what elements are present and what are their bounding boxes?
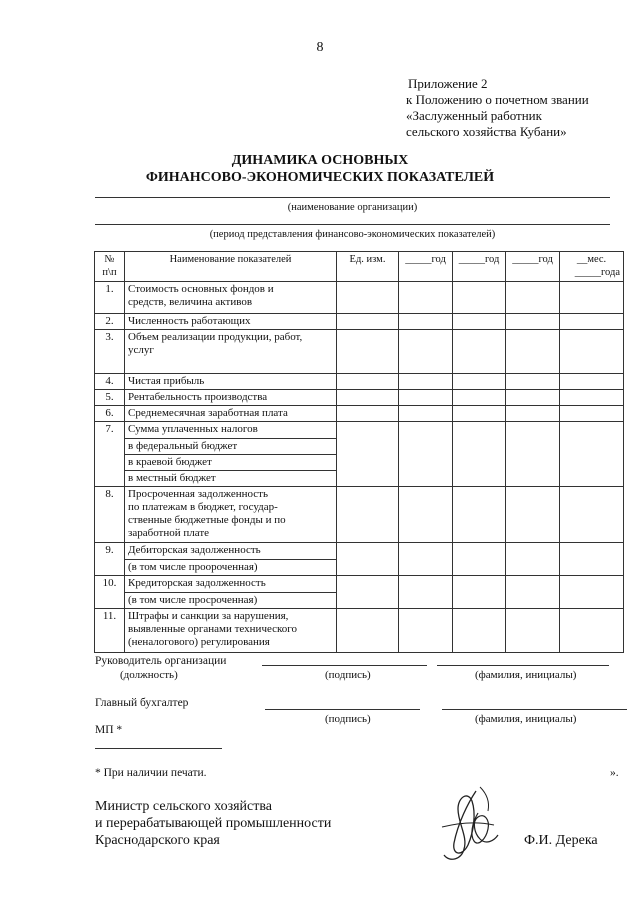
year-1-cell [399,374,453,390]
indicator-subline: в федеральный бюджет [125,439,336,455]
appendix-line-4: сельского хозяйства Кубани» [406,124,567,139]
year-2-cell [453,543,506,576]
head-signature-caption: (подпись) [325,669,371,681]
header-months-line-1: __мес. [576,254,607,265]
year-2-cell [453,609,506,653]
head-label: Руководитель организации [95,655,227,667]
minister-name: Ф.И. Дерека [524,833,598,848]
indicator-name [125,543,337,576]
accountant-label: Главный бухгалтер [95,697,189,709]
footnote: * При наличии печати. [95,767,207,779]
unit-cell [337,330,399,374]
header-unit: Ед. изм. [337,252,399,282]
unit-cell [337,576,399,609]
year-3-cell [506,487,560,543]
indicator-line: услуг [128,344,154,356]
year-3-cell [506,390,560,406]
handwritten-signature [428,783,524,869]
indicator-line: ственные бюджетные фонды и по [128,514,286,526]
months-cell [560,374,624,390]
indicator-subline: Сумма уплаченных налогов [125,422,336,439]
indicator-subline: в местный бюджет [128,472,216,484]
indicator-line: Просроченная задолженность [128,488,268,500]
head-position-caption: (должность) [120,669,178,681]
indicator-name [125,609,337,653]
months-cell [560,543,624,576]
indicator-name [125,487,337,543]
indicator-name [125,330,337,374]
indicator-line: Численность работающих [128,315,251,327]
indicator-line: Рентабельность производства [128,391,268,403]
indicator-name [125,390,337,406]
org-caption: (наименование организации) [287,202,418,213]
year-3-cell [506,406,560,422]
indicator-name [125,282,337,314]
year-1-cell [399,406,453,422]
header-year-3: _____год [506,252,560,282]
year-2-cell [453,487,506,543]
accountant-signature-caption: (подпись) [325,713,371,725]
indicator-line: Среднемесячная заработная плата [128,407,288,419]
row-number: 4. [95,374,125,390]
indicator-subline: (в том числе просроченная) [128,594,258,606]
indicator-line: Штрафы и санкции за нарушения, [128,610,289,622]
appendix-line-3: «Заслуженный работник [406,108,542,123]
year-1-cell [399,422,453,487]
page-number: 8 [316,40,324,55]
indicator-name [125,422,337,487]
year-3-cell [506,282,560,314]
org-name-line [95,197,610,198]
year-1-cell [399,390,453,406]
months-cell [560,576,624,609]
year-1-cell [399,543,453,576]
year-1-cell [399,330,453,374]
table-row [95,374,624,390]
months-cell [560,487,624,543]
year-1-cell [399,609,453,653]
header-months [560,252,624,282]
indicator-line: Объем реализации продукции, работ, [128,331,303,343]
indicator-subline: Дебиторская задолженность [125,543,336,560]
year-1-cell [399,576,453,609]
months-cell [560,609,624,653]
year-1-cell [399,314,453,330]
unit-cell [337,487,399,543]
indicator-line: (неналогового) регулирования [128,636,270,648]
row-number: 10. [95,576,125,609]
indicator-subline: в краевой бюджет [125,455,336,471]
unit-cell [337,406,399,422]
appendix-note [406,76,636,140]
months-cell [560,282,624,314]
header-year-1: _____год [399,252,453,282]
indicator-line: заработной плате [128,527,210,539]
year-3-cell [506,576,560,609]
indicator-line: по платежам в бюджет, государ- [128,501,278,513]
unit-cell [337,422,399,487]
row-number: 6. [95,406,125,422]
row-number: 2. [95,314,125,330]
row-number: 3. [95,330,125,374]
title-line-1: ДИНАМИКА ОСНОВНЫХ [231,153,409,168]
row-number: 9. [95,543,125,576]
header-num-line-2: п\п [102,267,117,278]
months-cell [560,406,624,422]
year-2-cell [453,422,506,487]
row-number: 8. [95,487,125,543]
indicator-subline: (в том числе проороченная) [128,561,258,573]
table-header-row [95,252,624,282]
footnote-separator [95,748,222,749]
table-row [95,314,624,330]
year-2-cell [453,374,506,390]
row-number: 7. [95,422,125,487]
indicator-subline: Кредиторская задолженность [125,576,336,593]
table-row [95,330,624,374]
year-1-cell [399,282,453,314]
header-num [95,252,125,282]
year-2-cell [453,576,506,609]
stamp-label: МП * [95,724,123,736]
header-num-line-1: № [104,254,115,265]
indicator-name [125,406,337,422]
indicator-name [125,576,337,609]
period-line [95,224,610,225]
appendix-line-2: к Положению о почетном звании [406,92,589,107]
table-row [95,576,624,609]
year-2-cell [453,330,506,374]
unit-cell [337,282,399,314]
table-row [95,543,624,576]
year-3-cell [506,330,560,374]
indicator-line: Стоимость основных фондов и [128,283,274,295]
year-3-cell [506,609,560,653]
accountant-signature-line [265,709,420,710]
header-year-2: _____год [453,252,506,282]
unit-cell [337,374,399,390]
header-name: Наименование показателей [125,252,337,282]
year-2-cell [453,282,506,314]
table-row [95,282,624,314]
table-row [95,390,624,406]
minister-block [95,798,331,849]
year-2-cell [453,406,506,422]
row-number: 11. [95,609,125,653]
indicator-name [125,314,337,330]
months-cell [560,330,624,374]
accountant-name-caption: (фамилия, инициалы) [475,713,577,725]
year-2-cell [453,314,506,330]
table-row [95,487,624,543]
head-name-line [437,665,609,666]
year-3-cell [506,314,560,330]
year-2-cell [453,390,506,406]
head-name-caption: (фамилия, инициалы) [475,669,577,681]
year-1-cell [399,487,453,543]
closing-quote: ». [610,767,619,779]
unit-cell [337,609,399,653]
row-number: 1. [95,282,125,314]
indicator-line: выявленные органами технического [128,623,298,635]
accountant-name-line [442,709,627,710]
months-cell [560,422,624,487]
table-row [95,609,624,653]
unit-cell [337,314,399,330]
minister-line-3: Краснодарского края [95,833,220,848]
unit-cell [337,543,399,576]
table-body [95,282,624,653]
unit-cell [337,390,399,406]
minister-line-2: и перерабатывающей промышленности [95,816,332,831]
indicators-table [94,251,624,653]
year-3-cell [506,543,560,576]
year-3-cell [506,422,560,487]
indicator-line: Чистая прибыль [128,375,205,387]
months-cell [560,314,624,330]
appendix-line-1: Приложение 2 [408,76,488,91]
minister-line-1: Министр сельского хозяйства [95,799,272,814]
header-months-line-2: _____года [574,267,620,278]
indicator-line: средств, величина активов [128,296,253,308]
months-cell [560,390,624,406]
period-caption: (период представления финансово-экономических показателей) [209,229,496,240]
head-signature-line [262,665,427,666]
year-3-cell [506,374,560,390]
title-line-2: ФИНАНСОВО-ЭКОНОМИЧЕСКИХ ПОКАЗАТЕЛЕЙ [145,170,495,185]
table-row [95,422,624,487]
indicator-name [125,374,337,390]
document-title [0,152,640,186]
table-row [95,406,624,422]
row-number: 5. [95,390,125,406]
